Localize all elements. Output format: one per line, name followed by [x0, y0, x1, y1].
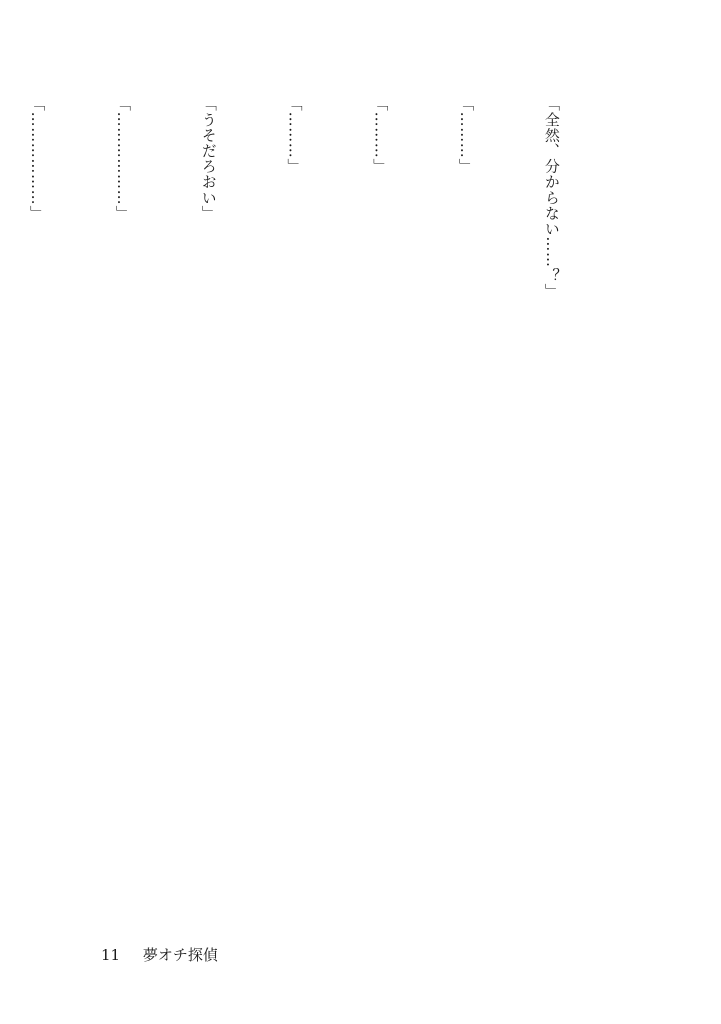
body-text: [0, 96, 623, 896]
text-line: 「………」: [457, 96, 476, 174]
text-line: 「………」: [285, 96, 304, 174]
text-line: 「全然、分からない……？」: [542, 96, 561, 299]
text-line: 「………」: [371, 96, 390, 174]
text-line: 「………………」: [28, 96, 47, 221]
text-line: 「………………」: [113, 96, 132, 221]
text-line: 「うそだろおい」: [199, 96, 218, 221]
book-title: 夢オチ探偵: [142, 946, 218, 964]
page-footer: [101, 944, 218, 965]
page-number: 11: [101, 946, 121, 964]
